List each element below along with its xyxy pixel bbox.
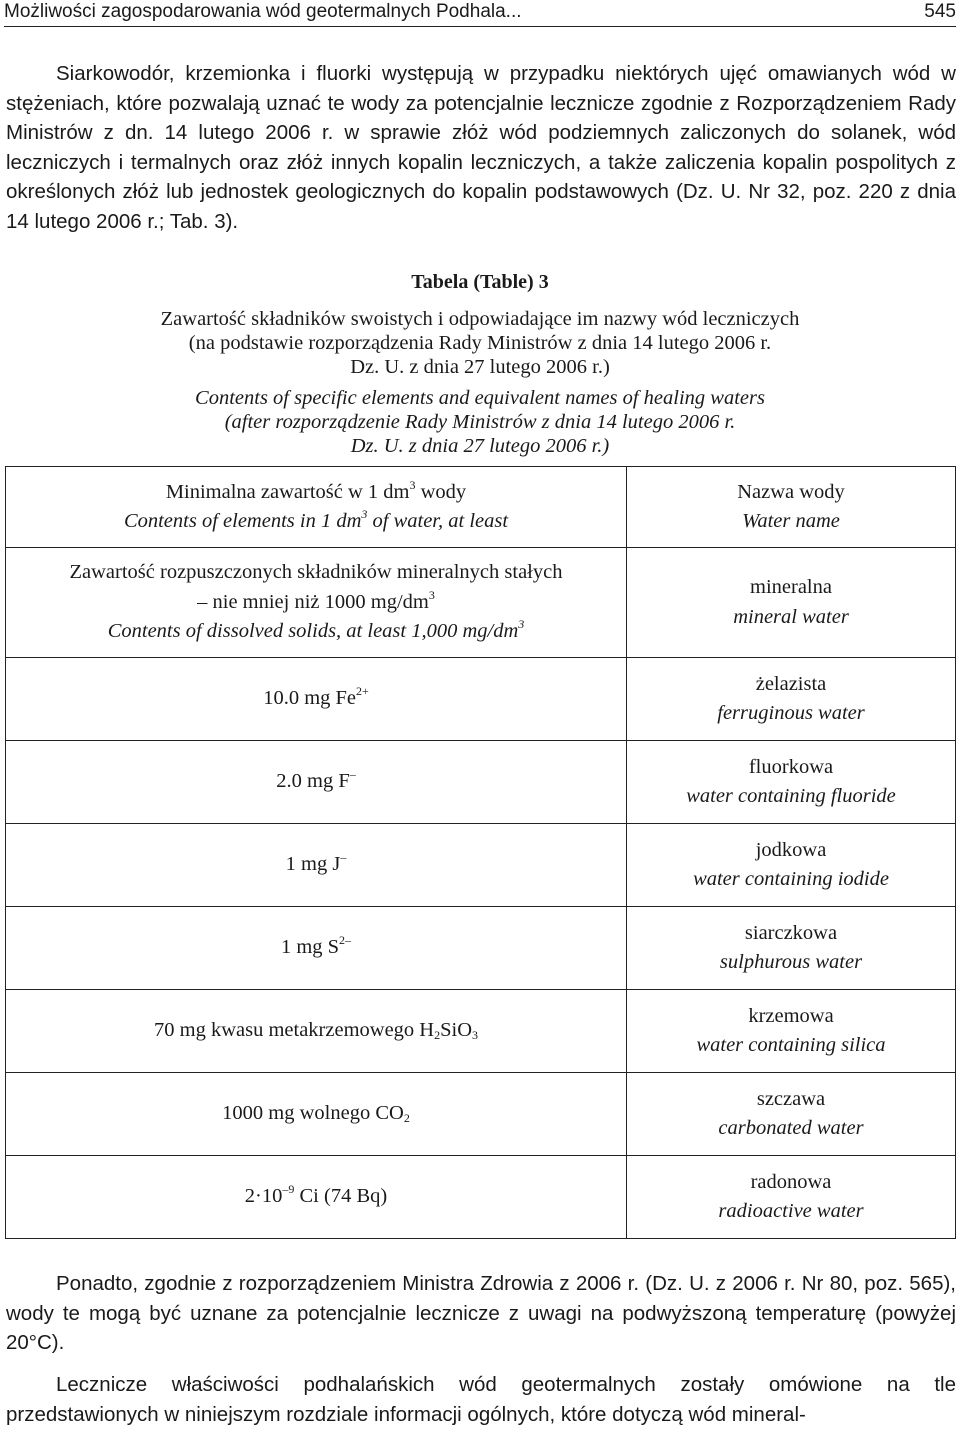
mineral-content-en-sup: 3 — [518, 617, 525, 632]
name-cell — [627, 824, 956, 907]
table-row — [6, 1073, 956, 1156]
water-name-en: ferruginous water — [717, 702, 865, 724]
paragraph-properties: Lecznicze właściwości podhalańskich wód geotermalnych zostały omówione na tle przedstawionych w niniejszym rozdziale informacji ogólnych, które dotyczą wód mineral- — [6, 1373, 956, 1426]
header-content-pl-sup: 3 — [409, 477, 416, 492]
water-name-en: mineral water — [733, 605, 849, 628]
content-value-tail: Ci (74 Bq) — [294, 1185, 388, 1208]
caption-en-line-1: Contents of specific elements and equivalent names of healing waters — [195, 387, 765, 409]
content-cell — [6, 741, 627, 824]
table-header-row — [6, 467, 956, 548]
water-name-en: carbonated water — [718, 1117, 864, 1139]
header-content-en: Contents of elements in 1 dm — [123, 510, 362, 532]
content-sub: 3 — [472, 1028, 478, 1043]
content-value: 70 mg kwasu metakrzemowego H — [154, 1019, 435, 1042]
content-sup: 2– — [339, 933, 352, 948]
table-row — [6, 990, 956, 1073]
water-name-pl: żelazista — [755, 672, 827, 695]
mineral-content-en: Contents of dissolved solids, at least 1,000 mg/dm — [107, 620, 519, 643]
table-row — [6, 548, 956, 658]
content-sub: 2 — [403, 1111, 410, 1126]
water-name-pl: szczawa — [756, 1087, 826, 1110]
header-content-en-sup: 3 — [361, 507, 368, 521]
content-cell — [6, 548, 627, 658]
caption-en-line-3: Dz. U. z dnia 27 lutego 2006 r.) — [350, 435, 610, 457]
name-cell — [627, 990, 956, 1073]
content-cell — [6, 990, 627, 1073]
healing-waters-table — [5, 466, 956, 1239]
content-value: 1 mg J — [285, 853, 341, 876]
content-value: 2.0 mg F — [276, 770, 350, 793]
table-row — [6, 1156, 956, 1239]
water-name-pl: radonowa — [750, 1170, 832, 1193]
header-cell-content — [6, 467, 627, 548]
caption-pl-line-1: Zawartość składników swoistych i odpowiadające im nazwy wód leczniczych — [160, 308, 800, 330]
water-name-en: sulphurous water — [719, 951, 863, 973]
table-row — [6, 741, 956, 824]
paragraph-temperature: Ponadto, zgodnie z rozporządzeniem Ministra Zdrowia z 2006 r. (Dz. U. z 2006 r. Nr 80, poz. 565), wody te mogą być uznane za potencjalnie lecznicze z uwagi na podwyższoną temperaturę (powyżej 20°C). — [6, 1272, 956, 1354]
mineral-content-pl-2: – nie mniej niż 1000 mg/dm — [197, 590, 429, 613]
table-row — [6, 907, 956, 990]
content-cell — [6, 1073, 627, 1156]
name-cell — [627, 1156, 956, 1239]
content-cell — [6, 907, 627, 990]
name-cell — [627, 741, 956, 824]
caption-pl-line-3: Dz. U. z dnia 27 lutego 2006 r.) — [350, 356, 610, 378]
water-name-pl: jodkowa — [755, 838, 827, 861]
content-sup: 2+ — [356, 684, 369, 699]
caption-en-line-2: (after rozporządzenie Rady Ministrów z dnia 14 lutego 2006 r. — [224, 411, 736, 433]
running-header — [4, 0, 956, 27]
caption-pl-line-2: (na podstawie rozporządzenia Rady Ministrów z dnia 14 lutego 2006 r. — [188, 332, 772, 354]
mineral-content-pl-1: Zawartość rozpuszczonych składników mineralnych stałych — [69, 561, 563, 584]
content-value: 10.0 mg Fe — [263, 687, 357, 710]
content-cell — [6, 658, 627, 741]
mineral-content-pl-sup: 3 — [428, 587, 435, 602]
table-row — [6, 658, 956, 741]
content-value: 2·10 — [244, 1185, 283, 1208]
header-cell-name — [627, 467, 956, 548]
paragraph-intro: Siarkowodór, krzemionka i fluorki występują w przypadku niektórych ujęć omawianych wód w stężeniach, które pozwalają uznać te wody za potencjalnie lecznicze zgodnie z Rozporządzeniem Rady Ministrów z dn. 14 lutego 2006 r. w sprawie złóż wód podziemnych zaliczonych do solanek, wód leczniczych i termalnych oraz złóż innych kopalin leczniczych, a także zaliczenia kopalin pospolitych z określonych złóż lub jednostek geologicznych do kopalin podstawowych (Dz. U. Nr 32, poz. 220 z dnia 14 lutego 2006 r.; Tab. 3). — [6, 62, 956, 233]
table-label: Tabela (Table) 3 — [411, 271, 549, 293]
header-content-pl: Minimalna zawartość w 1 dm — [165, 480, 410, 503]
water-name-pl: krzemowa — [748, 1004, 834, 1027]
water-name-en: radioactive water — [718, 1200, 864, 1222]
name-cell — [627, 907, 956, 990]
content-value: 1000 mg wolnego CO — [222, 1102, 404, 1125]
content-sub: 2 — [434, 1028, 441, 1043]
header-content-pl-tail: wody — [415, 480, 467, 503]
name-cell — [627, 1073, 956, 1156]
header-name-en: Water name — [742, 510, 840, 532]
page-number: 545 — [924, 1, 956, 22]
content-cell — [6, 1156, 627, 1239]
name-cell — [627, 548, 956, 658]
water-name-en: water containing iodide — [693, 868, 889, 890]
water-name-pl: siarczkowa — [744, 921, 838, 944]
content-value: 1 mg S — [280, 936, 340, 959]
table-row — [6, 824, 956, 907]
header-content-en-tail: of water, at least — [367, 510, 509, 532]
content-sup: – — [340, 850, 347, 865]
header-name-pl: Nazwa wody — [737, 480, 845, 503]
water-name-en: water containing fluoride — [686, 785, 896, 807]
content-sup: –9 — [282, 1182, 295, 1197]
running-title: Możliwości zagospodarowania wód geotermalnych Podhala... — [4, 1, 522, 22]
water-name-pl: fluorkowa — [748, 755, 834, 778]
water-name-pl: mineralna — [750, 576, 832, 598]
content-sup: – — [349, 767, 356, 782]
content-cell — [6, 824, 627, 907]
water-name-en: water containing silica — [696, 1034, 886, 1056]
content-value-tail: SiO — [440, 1019, 472, 1042]
name-cell — [627, 658, 956, 741]
